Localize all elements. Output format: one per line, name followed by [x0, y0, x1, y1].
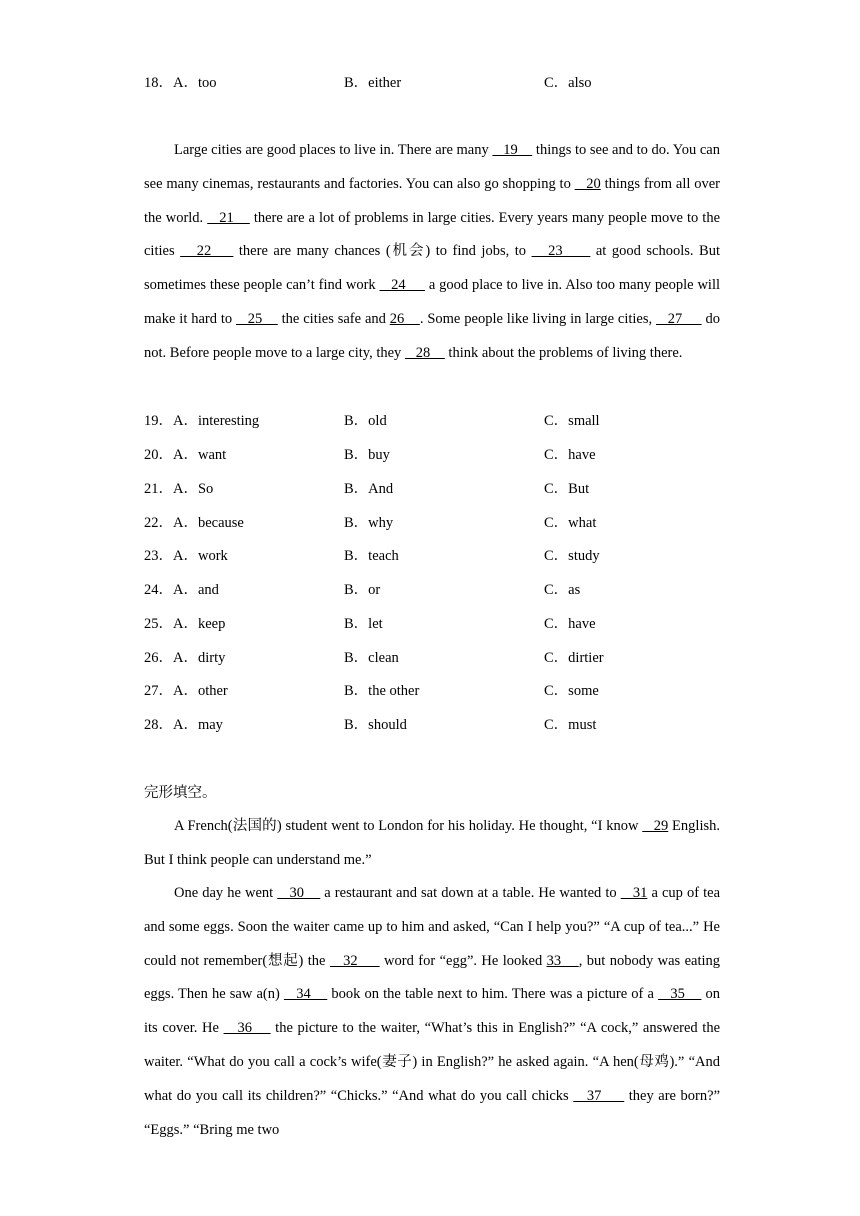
- blank-31: 31: [620, 885, 648, 901]
- passage-2-paragraph-1: [144, 810, 720, 878]
- passage-text: there are a lot of problems in large cities. Every years many people move to the cities: [144, 209, 721, 260]
- option-b: B．either: [344, 75, 402, 91]
- option-c: C．But: [544, 481, 590, 497]
- blank-36: 36: [223, 1020, 271, 1037]
- blank-19: 19: [492, 142, 533, 158]
- blank-21: 21: [207, 209, 250, 226]
- option-c: C．as: [544, 582, 581, 598]
- passage-text: One day he went: [174, 885, 278, 901]
- passage-text: on its cover. He: [144, 986, 721, 1037]
- passage-text: a restaurant and sat down at a table. He wanted to: [320, 885, 621, 901]
- blank-25: 25: [236, 310, 278, 327]
- blank-37: 37: [573, 1087, 625, 1104]
- passage-1: [144, 134, 720, 371]
- passage-text: do not. Before people move to a large city, they: [144, 310, 721, 361]
- blank-22: 22: [180, 243, 234, 260]
- option-c: C．have: [544, 616, 596, 632]
- passage-text: A French(法国的) student went to London for his holiday. He thought, “I know: [174, 818, 643, 834]
- option-a: 28．A．may: [144, 717, 223, 733]
- passage-text: . Some people like living in large cities,: [419, 310, 657, 327]
- blank-34: 34: [283, 986, 328, 1003]
- blank-24: 24: [379, 277, 425, 294]
- option-c: C．also: [544, 75, 592, 91]
- blank-33: 33: [546, 952, 579, 969]
- option-b: B．why: [344, 515, 394, 531]
- option-b: B．the other: [344, 683, 420, 699]
- option-a: 20．A．want: [144, 447, 227, 463]
- passage-text: the picture to the waiter, “What’s this in English?” “A cock,” answered the waiter. “What do you call a cock’s wife(妻子) in English?” he asked again. “A hen(母鸡).” “And what do you call its children?” “Chicks.” “And what do you call chicks: [144, 1020, 721, 1104]
- passage-text: word for “egg”. He looked: [379, 952, 547, 969]
- passage-text: think about the problems of living there.: [444, 344, 683, 361]
- passage-text: English. But I think people can understand me.”: [144, 818, 720, 868]
- option-c: C．dirtier: [544, 650, 604, 666]
- option-b: B．let: [344, 616, 383, 632]
- passage-text: there are many chances (机会) to find jobs, to: [233, 243, 532, 260]
- option-c: C．small: [544, 413, 600, 429]
- option-c: C．what: [544, 515, 597, 531]
- blank-29: 29: [642, 818, 669, 834]
- option-a: 26．A．dirty: [144, 650, 226, 666]
- option-a: 23．A．work: [144, 548, 228, 564]
- section-heading: 完形填空。: [144, 785, 217, 801]
- blank-35: 35: [658, 986, 702, 1003]
- passage-text: the cities safe and: [277, 310, 390, 327]
- option-b: B．teach: [344, 548, 399, 564]
- option-a: 25．A．keep: [144, 616, 226, 632]
- passage-text: , but nobody was eating eggs. Then he saw a(n): [144, 952, 721, 1003]
- blank-32: 32: [329, 952, 380, 969]
- option-a: 21．A．So: [144, 481, 214, 497]
- option-b: B．clean: [344, 650, 399, 666]
- option-b: B．should: [344, 717, 407, 733]
- option-a: 18．A．too: [144, 75, 217, 91]
- blank-30: 30: [277, 885, 321, 901]
- option-a: 24．A．and: [144, 582, 219, 598]
- passage-text: Large cities are good places to live in. There are many: [174, 142, 493, 158]
- option-b: B．old: [344, 413, 387, 429]
- blank-28: 28: [404, 344, 445, 361]
- option-a: 27．A．other: [144, 683, 228, 699]
- option-b: B．or: [344, 582, 381, 598]
- option-a: 19．A．interesting: [144, 413, 260, 429]
- option-c: C．have: [544, 447, 596, 463]
- option-a: 22．A．because: [144, 515, 244, 531]
- passage-text: they are born?” “Eggs.” “Bring me two: [144, 1087, 720, 1138]
- passage-text: at good schools. But sometimes these people can’t find work: [144, 243, 721, 294]
- passage-text: book on the table next to him. There was a picture of a: [327, 986, 659, 1003]
- option-c: C．study: [544, 548, 600, 564]
- passage-text: a cup of tea and some eggs. Soon the waiter came up to him and asked, “Can I help you?” “A cup of tea...” He could not remember(想起) the: [144, 885, 721, 969]
- passage-text: things to see and to do. You can see many cinemas, restaurants and factories. You can also go shopping to: [144, 142, 720, 192]
- passage-text: things from all over the world.: [144, 175, 720, 226]
- option-b: B．buy: [344, 447, 390, 463]
- option-c: C．some: [544, 683, 599, 699]
- passage-2-paragraph-2: [144, 877, 720, 1147]
- blank-23: 23: [531, 243, 591, 260]
- blank-26: 26: [389, 310, 420, 327]
- blank-20: 20: [574, 175, 601, 192]
- option-b: B．And: [344, 481, 394, 497]
- option-c: C．must: [544, 717, 597, 733]
- passage-text: a good place to live in. Also too many people will make it hard to: [144, 277, 721, 327]
- blank-27: 27: [656, 310, 702, 327]
